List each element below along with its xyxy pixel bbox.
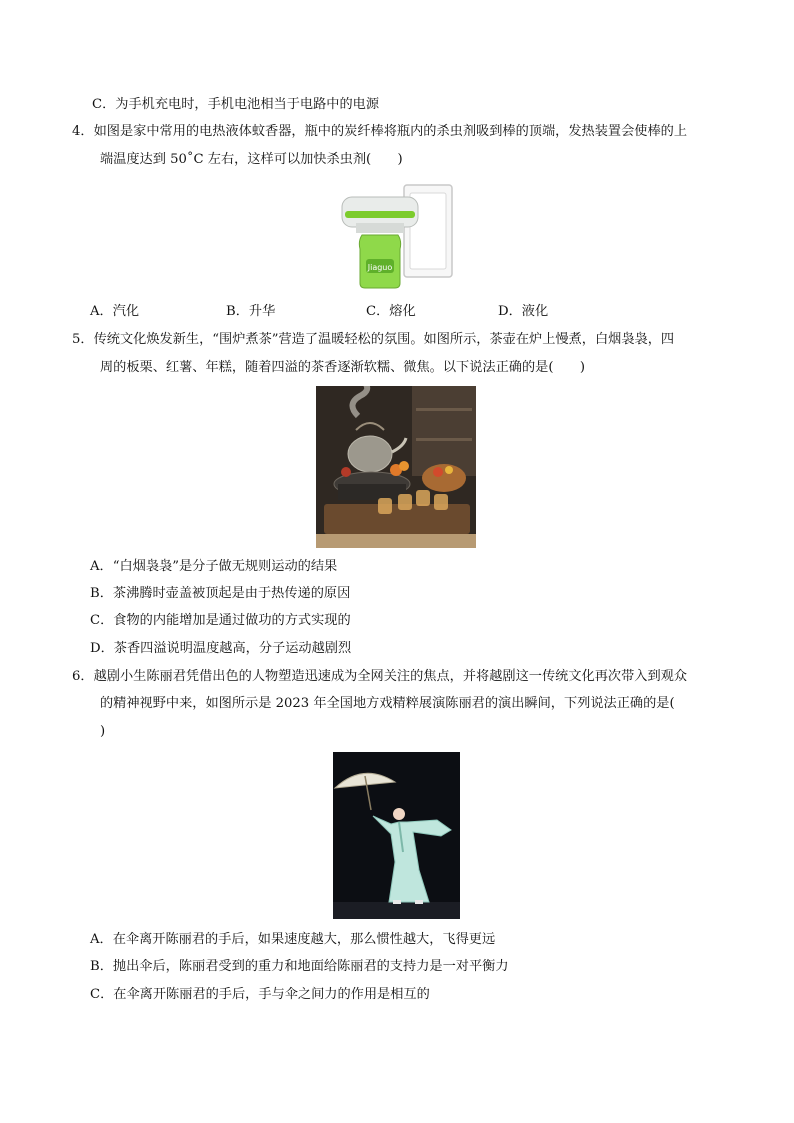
question-6-option-a[interactable]: A．在伞离开陈丽君的手后，如果速度越大，那么惯性越大，飞得更远 <box>90 932 496 947</box>
question-5-option-d[interactable]: D．茶香四溢说明温度越高，分子运动越剧烈 <box>90 641 352 656</box>
option-c[interactable]: C．熔化 <box>366 304 416 319</box>
option-c-previous: C．为手机充电时，手机电池相当于电路中的电源 <box>92 97 380 112</box>
option-b[interactable]: B．升华 <box>226 304 276 319</box>
opera-performer-figure <box>333 752 460 919</box>
option-d[interactable]: D．液化 <box>498 304 549 319</box>
question-5-line-1: 5．传统文化焕发新生，“围炉煮茶”营造了温暖轻松的氛围。如图所示，茶壶在炉上慢煮，白烟袅袅，四 <box>72 332 675 347</box>
question-5-option-c[interactable]: C．食物的内能增加是通过做功的方式实现的 <box>90 613 351 628</box>
mosquito-repellent-figure <box>338 183 456 291</box>
question-4-options <box>90 302 610 322</box>
question-6-line-1: 6．越剧小生陈丽君凭借出色的人物塑造迅速成为全网关注的焦点，并将越剧这一传统文化再次带入到观众 <box>72 669 688 684</box>
question-6-option-c[interactable]: C．在伞离开陈丽君的手后，手与伞之间力的作用是相互的 <box>90 987 430 1002</box>
question-6-line-3: ) <box>100 724 106 739</box>
question-6-option-b[interactable]: B．抛出伞后，陈丽君受到的重力和地面给陈丽君的支持力是一对平衡力 <box>90 959 509 974</box>
question-5-option-b[interactable]: B．茶沸腾时壶盖被顶起是由于热传递的原因 <box>90 586 351 601</box>
question-4-line-1: 4．如图是家中常用的电热液体蚊香器，瓶中的炭纤棒将瓶内的杀虫剂吸到棒的顶端，发热装置会使棒的上 <box>72 124 688 139</box>
question-5-line-2: 周的板栗、红薯、年糕，随着四溢的茶香逐渐软糯、微焦。以下说法正确的是( ) <box>100 360 586 375</box>
question-5-option-a[interactable]: A．“白烟袅袅”是分子做无规则运动的结果 <box>90 559 338 574</box>
tea-stove-figure <box>316 386 476 548</box>
question-4-line-2: 端温度达到 50˚C 左右，这样可以加快杀虫剂( ) <box>100 152 403 167</box>
option-a[interactable]: A．汽化 <box>90 304 140 319</box>
bottle-label: Jiaguo <box>367 263 393 272</box>
question-6-line-2: 的精神视野中来，如图所示是 2023 年全国地方戏精粹展演陈丽君的演出瞬间，下列说法正确的是( <box>100 696 675 711</box>
